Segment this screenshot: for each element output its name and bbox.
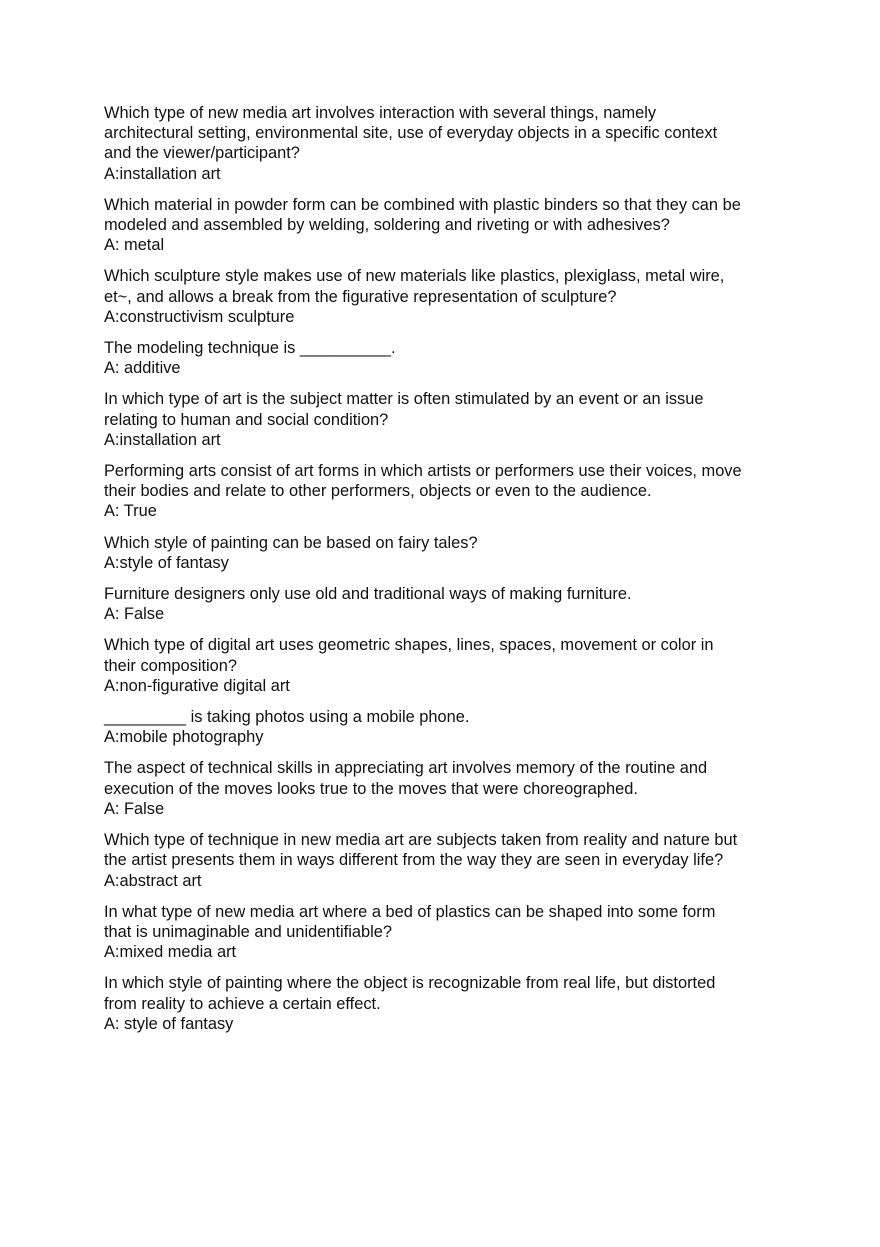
question-text: _________ is taking photos using a mobile phone.: [104, 708, 470, 727]
question-block: [104, 973, 804, 1034]
question-text: In what type of new media art where a bed of plastics can be shaped into some form: [104, 902, 716, 921]
question-block: [104, 338, 804, 378]
question-block: [104, 389, 804, 450]
question-text: architectural setting, environmental site, use of everyday objects in a specific context: [104, 124, 718, 143]
question-text: execution of the moves looks true to the moves that were choreographed.: [104, 779, 638, 798]
question-block: [104, 195, 804, 256]
question-text: In which type of art is the subject matter is often stimulated by an event or an issue: [104, 390, 704, 409]
answer-text: A: additive: [104, 359, 181, 378]
question-text: In which style of painting where the object is recognizable from real life, but distorted: [104, 974, 716, 993]
answer-text: A:mobile photography: [104, 728, 264, 747]
answer-text: A:installation art: [104, 430, 221, 449]
question-text: modeled and assembled by welding, soldering and riveting or with adhesives?: [104, 216, 670, 235]
answer-text: A:constructivism sculpture: [104, 307, 295, 326]
answer-text: A:mixed media art: [104, 943, 237, 962]
question-block: [104, 584, 804, 624]
question-text: Performing arts consist of art forms in which artists or performers use their voices, move: [104, 462, 742, 481]
question-block: [104, 461, 804, 522]
question-block: [104, 103, 804, 184]
question-text: and the viewer/participant?: [104, 144, 300, 163]
question-block: [104, 533, 804, 573]
answer-text: A: style of fantasy: [104, 1014, 234, 1033]
answer-text: A:abstract art: [104, 871, 202, 890]
question-text: the artist presents them in ways different from the way they are seen in everyday life?: [104, 851, 724, 870]
question-text: that is unimaginable and unidentifiable?: [104, 922, 392, 941]
question-text: Which type of technique in new media art are subjects taken from reality and nature but: [104, 831, 738, 850]
question-text: Furniture designers only use old and traditional ways of making furniture.: [104, 585, 632, 604]
answer-text: A: True: [104, 502, 157, 521]
question-text: Which sculpture style makes use of new materials like plastics, plexiglass, metal wire,: [104, 267, 725, 286]
question-block: [104, 707, 804, 747]
question-text: their composition?: [104, 656, 238, 675]
answer-text: A:installation art: [104, 164, 221, 183]
question-text: Which material in powder form can be combined with plastic binders so that they can be: [104, 195, 741, 214]
question-block: [104, 758, 804, 819]
question-text: from reality to achieve a certain effect.: [104, 994, 381, 1013]
question-block: [104, 266, 804, 327]
document-page: [104, 103, 804, 1045]
answer-text: A:non-figurative digital art: [104, 676, 290, 695]
question-text: Which type of new media art involves interaction with several things, namely: [104, 104, 657, 122]
answer-text: A:style of fantasy: [104, 553, 229, 572]
answer-text: A: metal: [104, 236, 165, 255]
question-text: relating to human and social condition?: [104, 410, 389, 429]
question-block: [104, 830, 804, 891]
answer-text: A: False: [104, 605, 165, 624]
answer-text: A: False: [104, 799, 165, 818]
question-text: The modeling technique is __________.: [104, 339, 396, 358]
question-text: The aspect of technical skills in appreciating art involves memory of the routine and: [104, 759, 708, 778]
question-block: [104, 635, 804, 696]
question-text: Which type of digital art uses geometric shapes, lines, spaces, movement or color in: [104, 636, 714, 655]
question-text: their bodies and relate to other performers, objects or even to the audience.: [104, 482, 652, 501]
question-text: et~, and allows a break from the figurative representation of sculpture?: [104, 287, 617, 306]
question-block: [104, 902, 804, 963]
question-text: Which style of painting can be based on fairy tales?: [104, 533, 478, 552]
